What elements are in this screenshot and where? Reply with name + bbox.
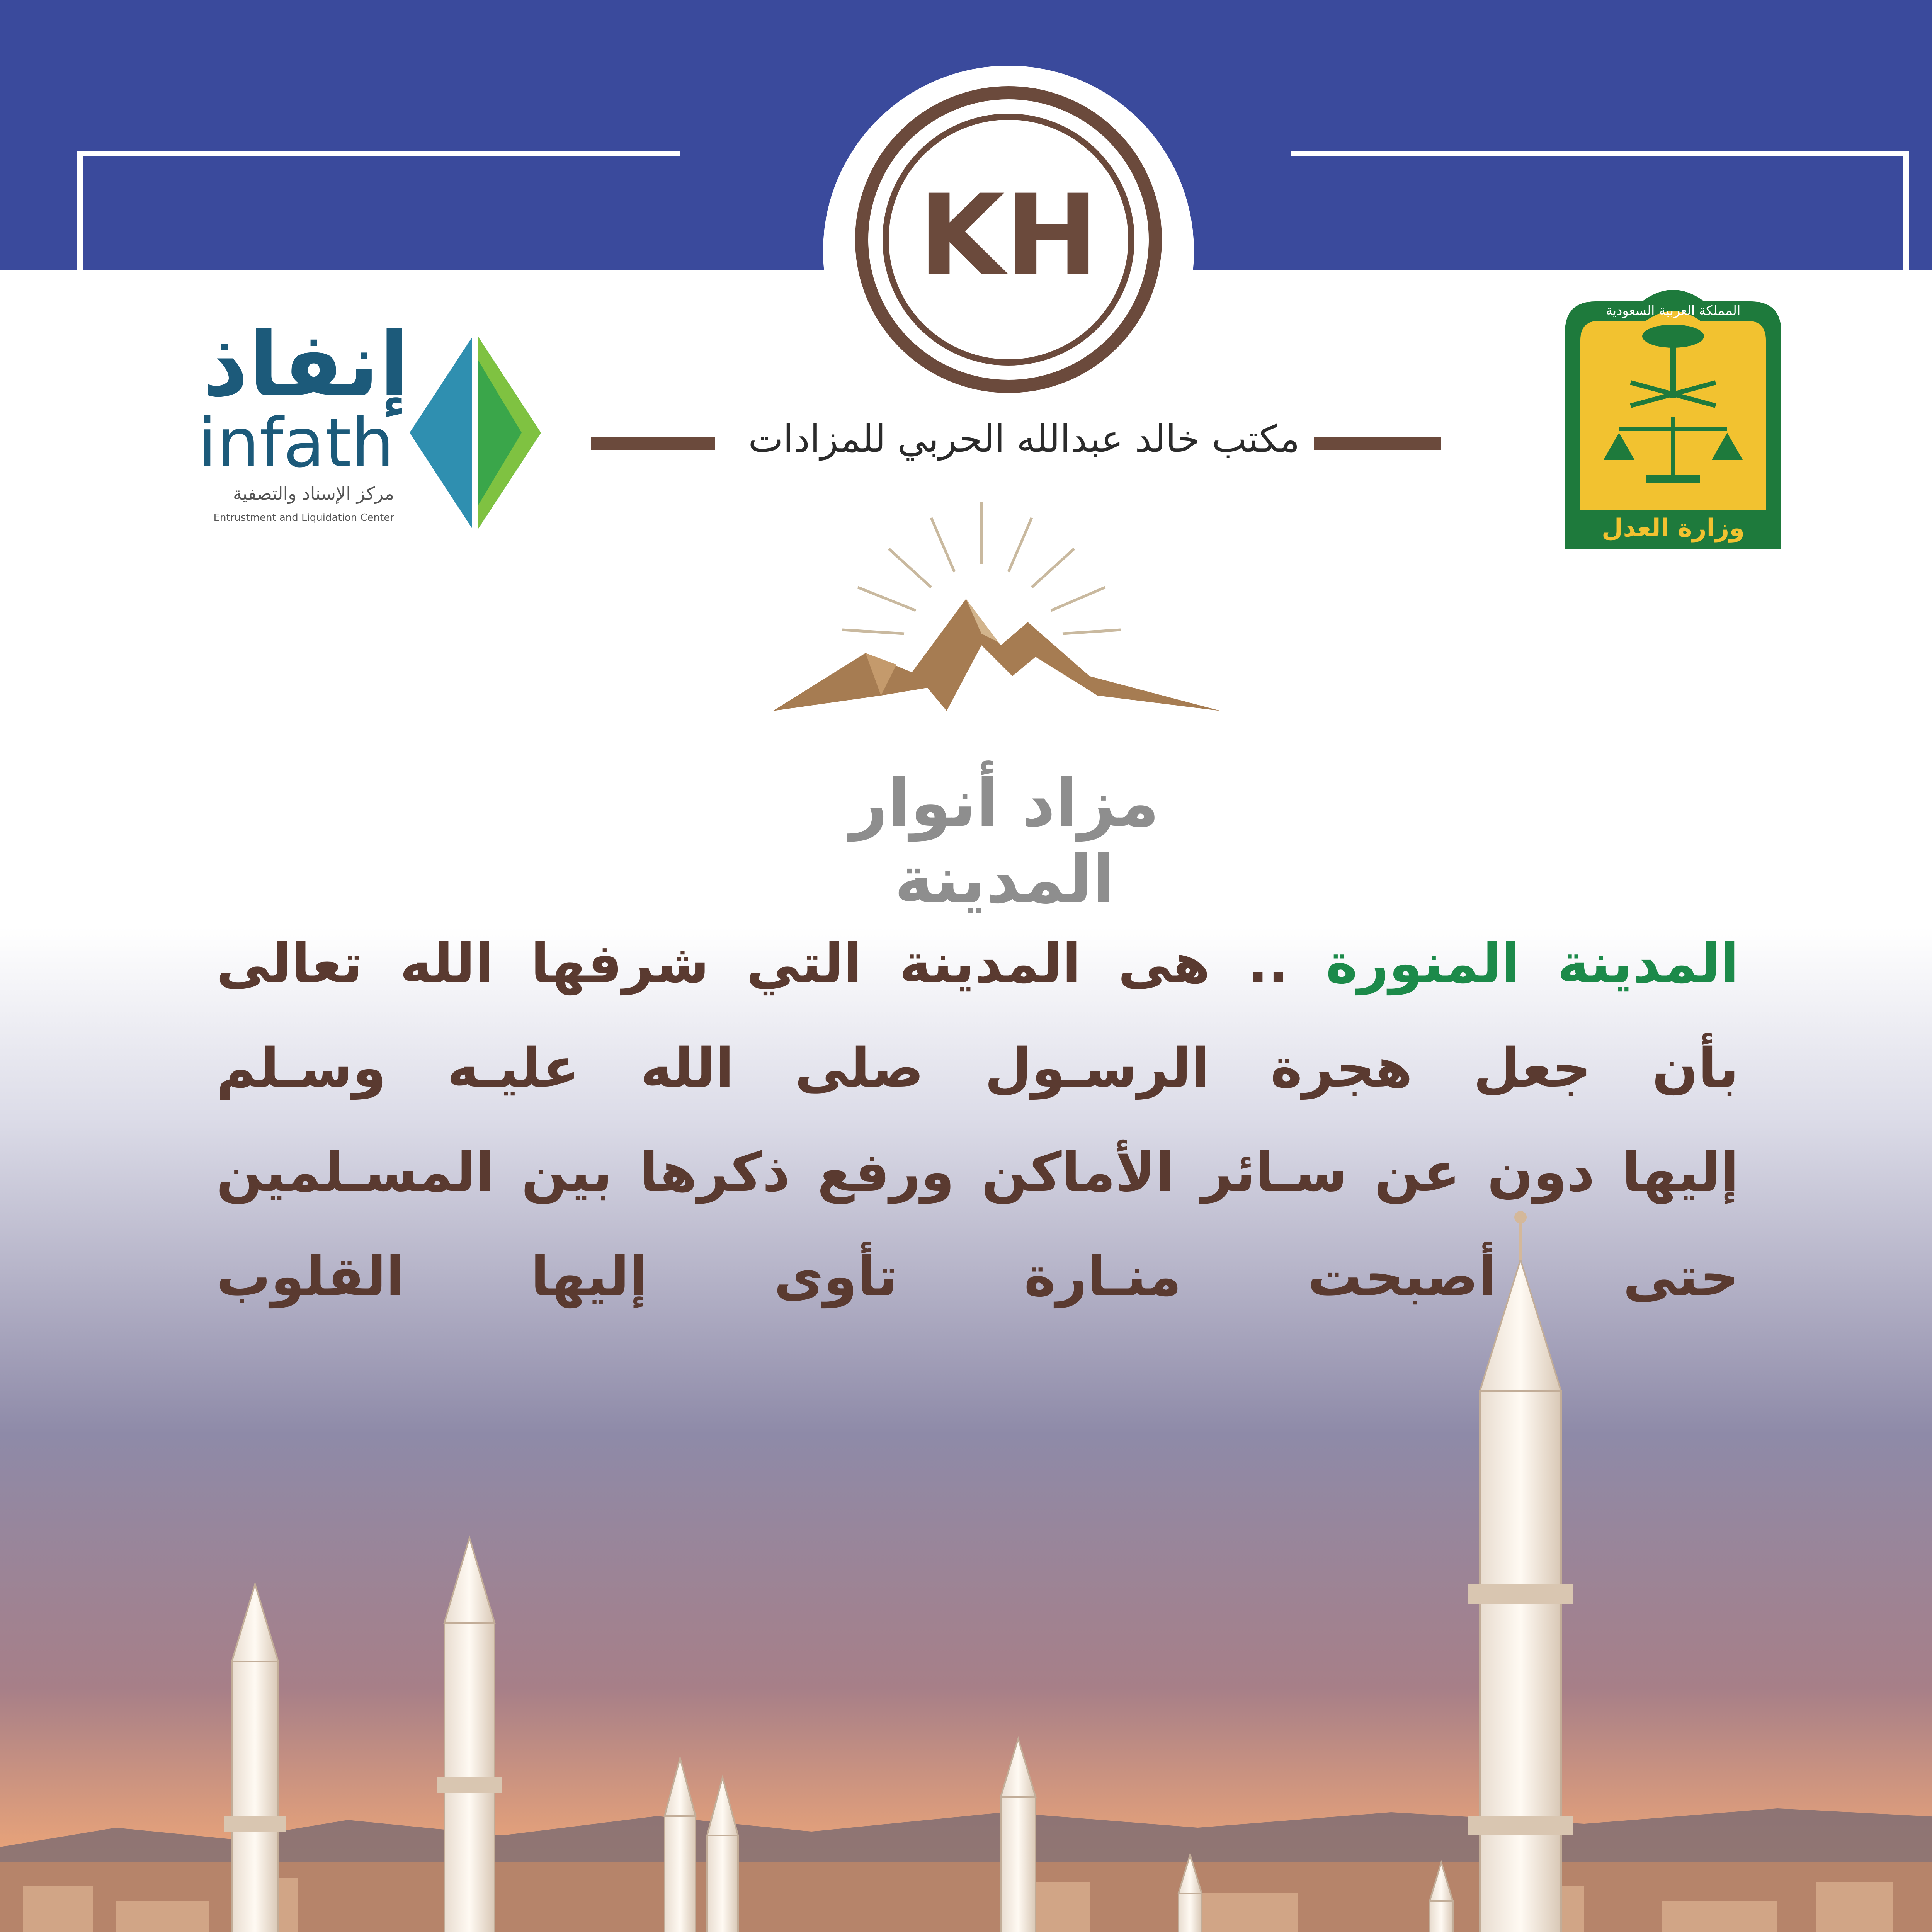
infath-subtitle-ar: مركز الإسناد والتصفية — [233, 483, 394, 504]
title-bar-left — [591, 437, 715, 450]
intro-paragraph — [216, 912, 1739, 1329]
infath-arabic: إنفاذ — [202, 313, 410, 417]
header-frame-line-right-vertical — [1903, 151, 1909, 274]
ministry-name: وزارة العدل — [1601, 514, 1745, 543]
auction-brand-title: مزاد أنوار المدينة — [850, 765, 1160, 918]
ministry-justice-logo — [1557, 278, 1789, 556]
title-bar-right — [1314, 437, 1441, 450]
header-frame-line-left — [77, 151, 680, 156]
header-frame-line-right — [1291, 151, 1909, 156]
intro-line-1 — [216, 912, 1739, 1016]
logo-text: KH — [918, 171, 1099, 301]
intro-line-4: حتى أصبحت منـارة تأوى إليها القلوب — [216, 1245, 1739, 1308]
infath-subtitle-en: Entrustment and Liquidation Center — [213, 512, 394, 524]
intro-highlight: المدينة المنورة — [1326, 932, 1739, 995]
ministry-top-text: المملكة العربية السعودية — [1605, 303, 1741, 318]
office-title: مكتب خالد عبدالله الحربي للمزادات — [748, 417, 1300, 461]
intro-line-2: بأن جعل هجرة الرسـول صلى الله عليـه وسـلم — [216, 1037, 1739, 1100]
header-frame-line-left-vertical — [77, 151, 83, 274]
mountain-sunrise-icon — [765, 495, 1236, 757]
kh-logo-top — [854, 85, 1163, 394]
infath-diamond-icon — [410, 332, 541, 533]
intro-line-3: إليها دون عن سـائر الأماكن ورفع ذكرها بين المسـلمين — [216, 1141, 1739, 1204]
intro-line-1-rest: .. هى المدينة التي شرفها الله تعالى — [216, 932, 1326, 995]
infath-latin: infath — [198, 404, 394, 483]
